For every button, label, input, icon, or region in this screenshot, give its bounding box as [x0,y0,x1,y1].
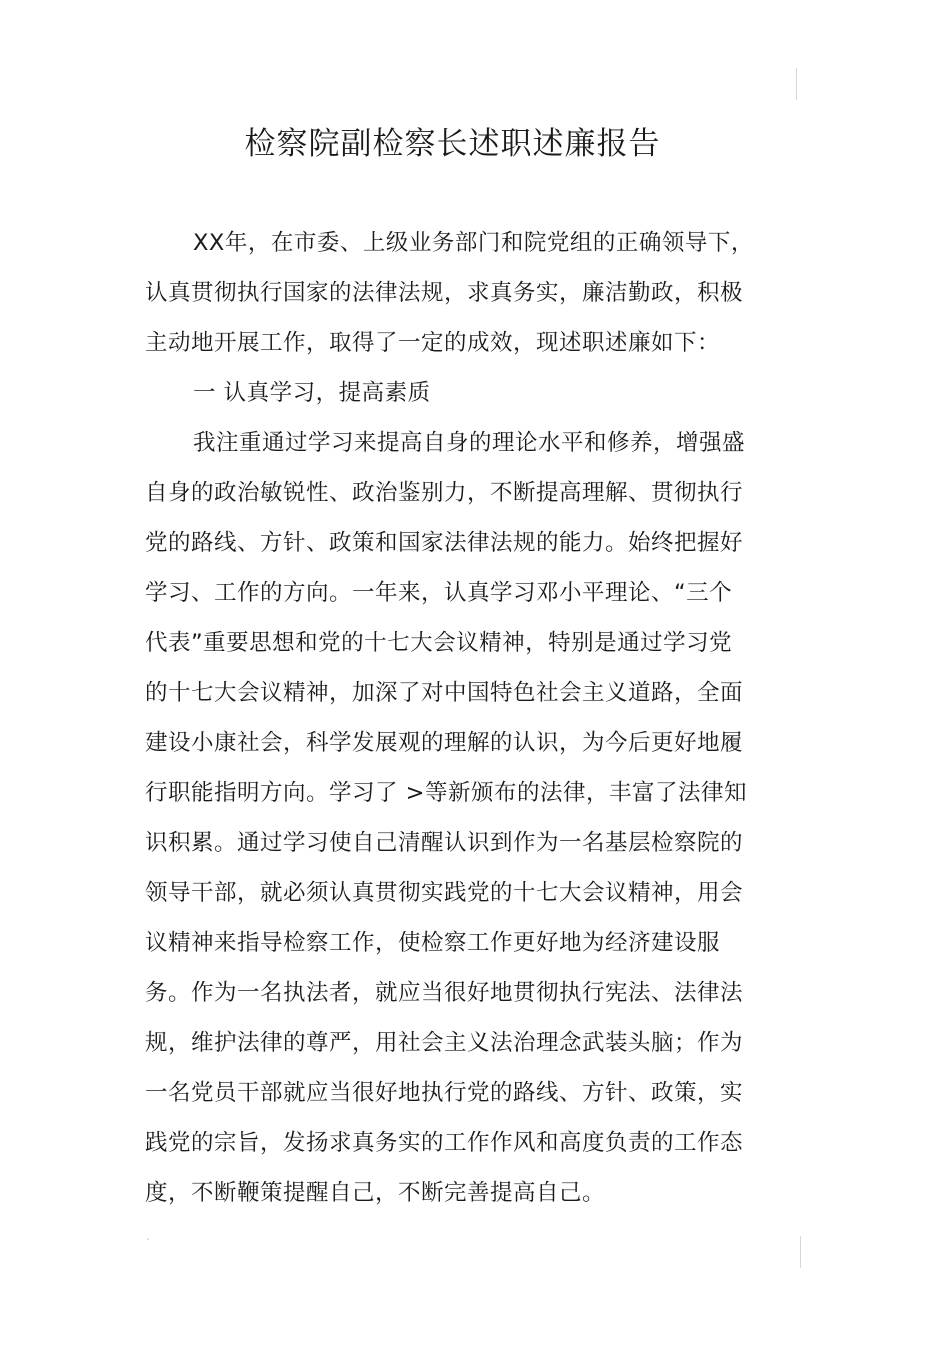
paragraph-line: 自身的政治敏锐性、政治鉴别力，不断提高理解、贯彻执行 [145,480,744,506]
document-title: 检察院副检察长述职述廉报告 [244,126,661,162]
page-corner-mark-bottom [800,1236,801,1268]
paragraph-line: 规，维护法律的尊严，用社会主义法治理念武装头脑；作为 [145,1030,744,1056]
paragraph-line: 的十七大会议精神，加深了对中国特色社会主义道路，全面 [145,680,744,706]
section-heading: 一 认真学习，提高素质 [193,380,431,406]
paragraph-line: 务。作为一名执法者，就应当很好地贯彻执行宪法、法律法 [145,980,744,1006]
paragraph-line: 一名党员干部就应当很好地执行党的路线、方针、政策，实 [145,1080,744,1106]
paragraph-line: 行职能指明方向。学习了 >等新颁布的法律，丰富了法律知 [145,780,748,806]
paragraph-line: 代表”重要思想和党的十七大会议精神，特别是通过学习党 [145,630,733,656]
paragraph-line: 识积累。通过学习使自己清醒认识到作为一名基层检察院的 [145,830,744,856]
paragraph-line: 度，不断鞭策提醒自己，不断完善提高自己。 [145,1180,606,1206]
page-corner-dot [147,1238,149,1240]
paragraph-line: 领导干部，就必须认真贯彻实践党的十七大会议精神，用会 [145,880,744,906]
page-corner-mark-top [796,68,797,100]
paragraph-line: 学习、工作的方向。一年来，认真学习邓小平理论、“三个 [145,580,733,606]
document-body [145,218,785,1218]
paragraph-line: XX年，在市委、上级业务部门和院党组的正确领导下， [193,230,754,256]
paragraph-line: 建设小康社会，科学发展观的理解的认识，为今后更好地履 [145,730,744,756]
paragraph-line: 认真贯彻执行国家的法律法规，求真务实，廉洁勤政，积极 [145,280,744,306]
paragraph-line: 议精神来指导检察工作，使检察工作更好地为经济建设服 [145,930,721,956]
paragraph-line: 主动地开展工作，取得了一定的成效，现述职述廉如下： [145,330,721,356]
paragraph-line: 践党的宗旨，发扬求真务实的工作作风和高度负责的工作态 [145,1130,744,1156]
paragraph-line: 党的路线、方针、政策和国家法律法规的能力。始终把握好 [145,530,744,556]
paragraph-line: 我注重通过学习来提高自身的理论水平和修养，增强盛 [193,430,746,456]
